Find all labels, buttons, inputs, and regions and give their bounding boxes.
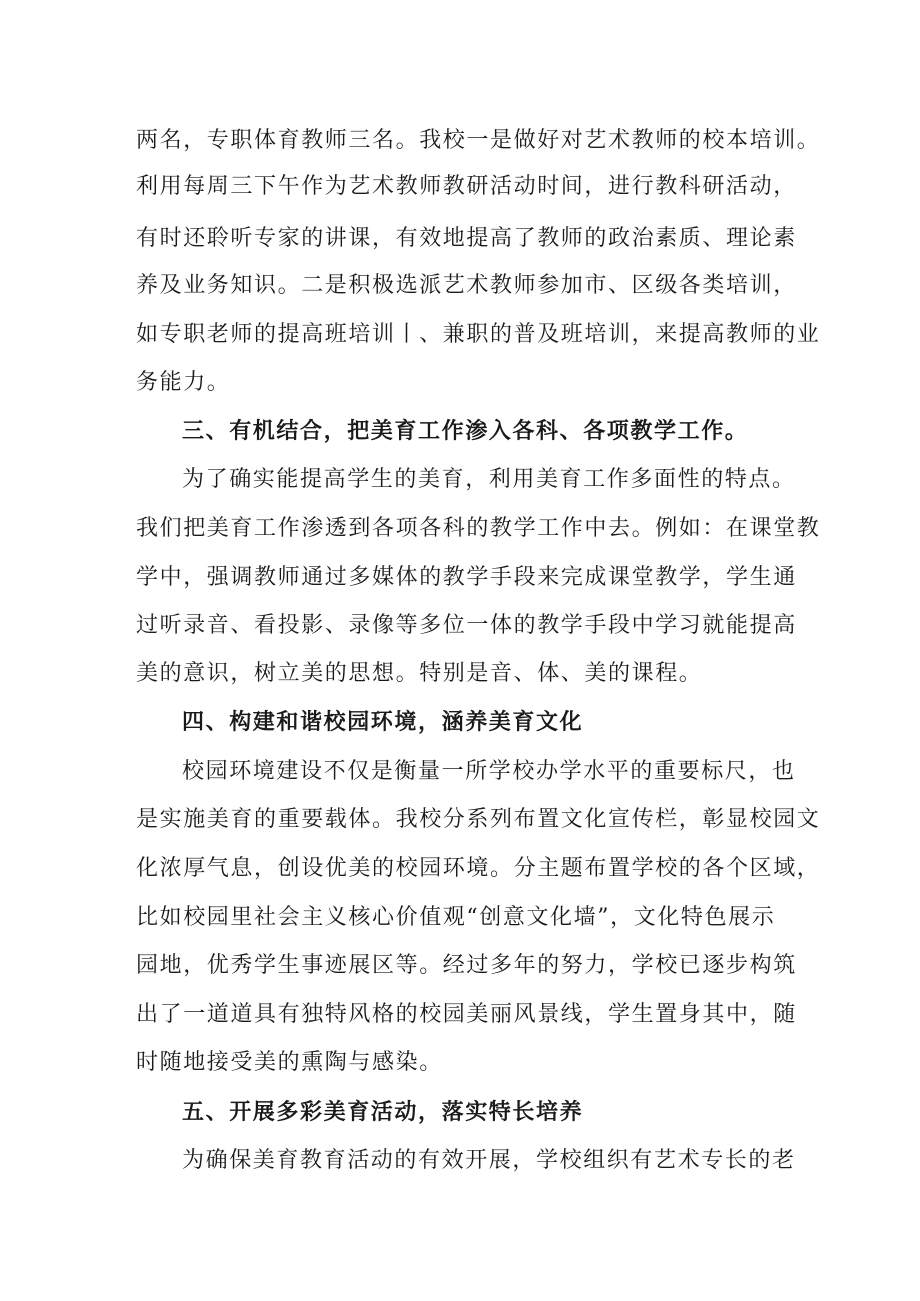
paragraph-line: 是实施美育的重要载体。我校分系列布置文化宣传栏，彰显校园文 xyxy=(136,807,821,832)
paragraph-line: 美的意识，树立美的思想。特别是音、体、美的课程。 xyxy=(136,661,703,686)
section-heading-3: 三、有机结合，把美育工作渗入各科、各项教学工作。 xyxy=(182,419,749,444)
paragraph-line: 时随地接受美的熏陶与感染。 xyxy=(136,1050,443,1075)
paragraph-line: 出了一道道具有独特风格的校园美丽风景线，学生置身其中，随 xyxy=(136,1002,797,1027)
paragraph-line: 务能力。 xyxy=(136,370,231,395)
paragraph-line: 学中，强调教师通过多媒体的教学手段来完成课堂教学，学生通 xyxy=(136,565,797,590)
paragraph-line: 有时还聆听专家的讲课，有效地提高了教师的政治素质、理论素 xyxy=(136,226,797,251)
paragraph-line: 化浓厚气息，创设优美的校园环境。分主题布置学校的各个区域， xyxy=(136,856,821,881)
section-heading-4: 四、构建和谐校园环境，涵养美育文化 xyxy=(182,710,584,735)
paragraph-line: 养及业务知识。二是积极选派艺术教师参加市、区级各类培训， xyxy=(136,273,797,298)
paragraph-line: 我们把美育工作渗透到各项各科的教学工作中去。例如：在课堂教 xyxy=(136,516,821,541)
section-heading-5: 五、开展多彩美育活动，落实特长培养 xyxy=(182,1100,584,1125)
paragraph-line: 比如校园里社会主义核心价值观“创意文化墙”，文化特色展示 xyxy=(136,905,776,930)
paragraph-line: 利用每周三下午作为艺术教师教研活动时间，进行教科研活动， xyxy=(136,174,797,199)
paragraph-line: 校园环境建设不仅是衡量一所学校办学水平的重要标尺，也 xyxy=(182,759,796,784)
paragraph-line: 为了确实能提高学生的美育，利用美育工作多面性的特点。 xyxy=(182,467,796,492)
paragraph-line: 如专职老师的提高班培训丨、兼职的普及班培训，来提高教师的业 xyxy=(136,322,821,347)
paragraph-line: 园地，优秀学生事迹展区等。经过多年的努力，学校已逐步构筑 xyxy=(136,953,797,978)
paragraph-line: 为确保美育教育活动的有效开展，学校组织有艺术专长的老 xyxy=(182,1148,796,1173)
paragraph-line: 两名，专职体育教师三名。我校一是做好对艺术教师的校本培训。 xyxy=(136,128,821,153)
paragraph-line: 过听录音、看投影、录像等多位一体的教学手段中学习就能提高 xyxy=(136,613,797,638)
